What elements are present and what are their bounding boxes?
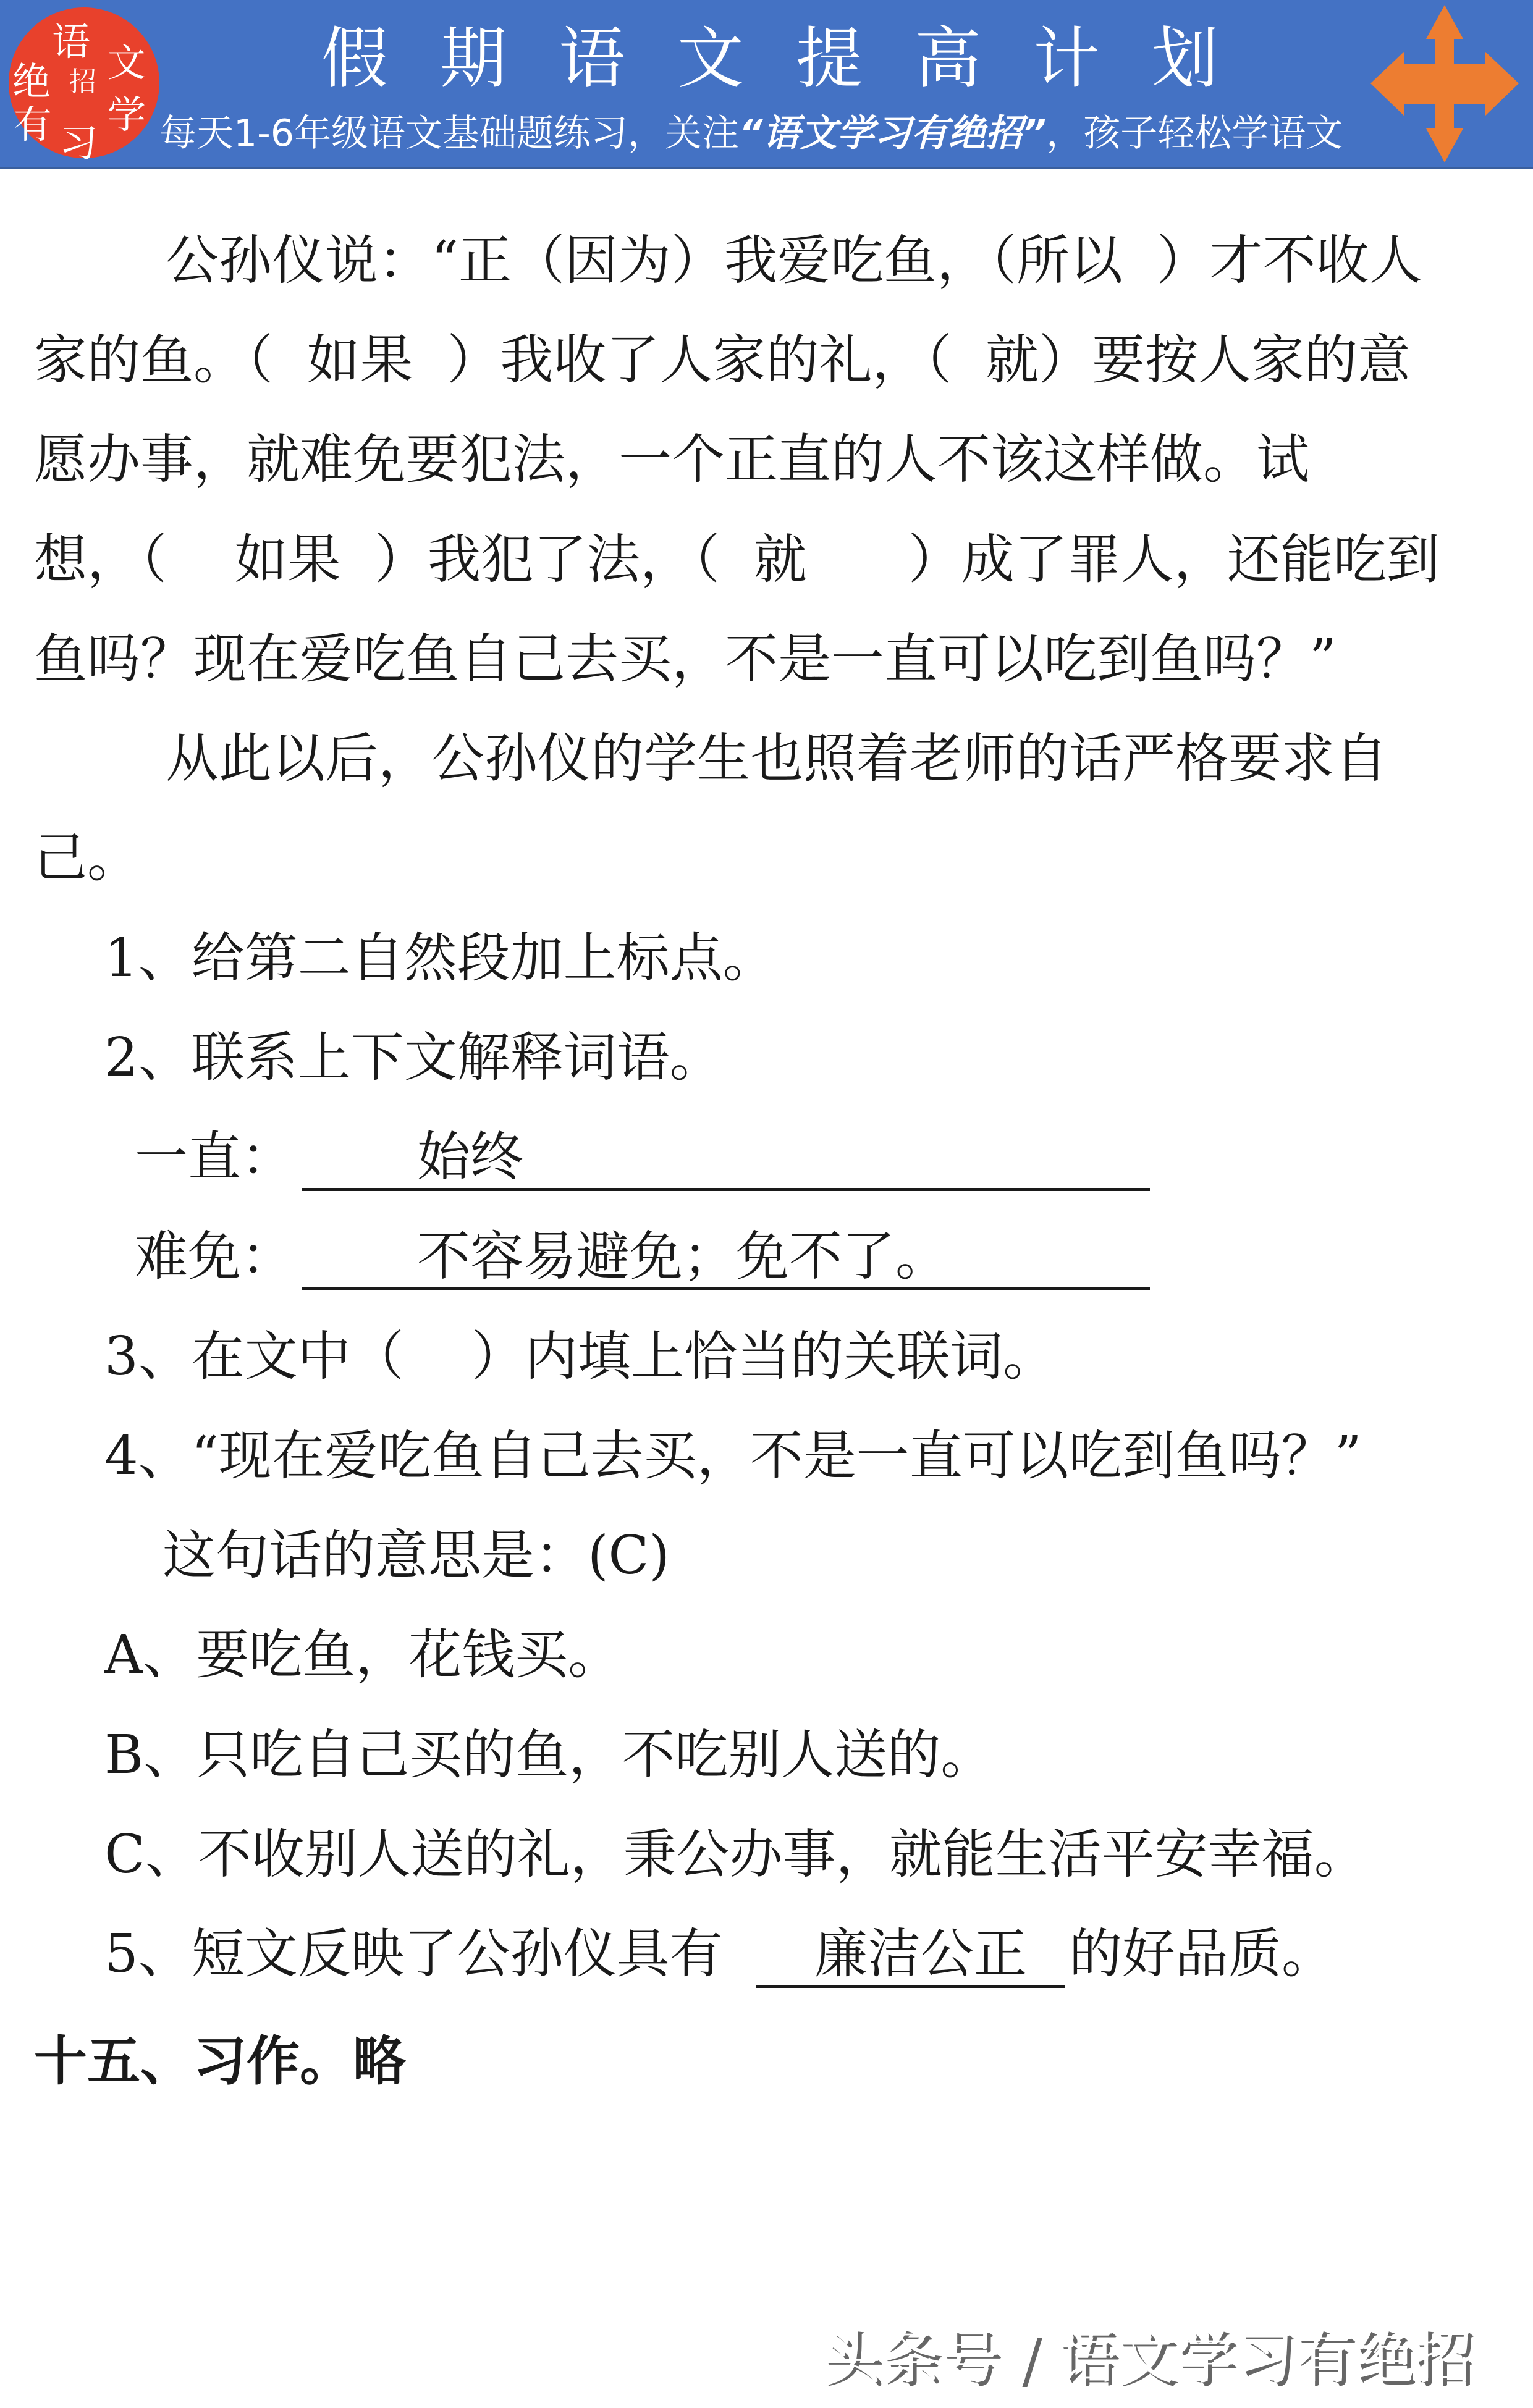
passage-line: 想，（ 如果 ）我犯了法，（ 就 ）成了罪人，还能吃到 (34, 529, 1440, 591)
q2a-answer-blank (302, 1126, 1150, 1191)
question-3: 3、在文中（ ）内填上恰当的关联词。 (104, 1326, 1057, 1387)
passage-line: 鱼吗？现在爱吃鱼自己去买，不是一直可以吃到鱼吗？” (34, 628, 1337, 690)
logo-char: 招 (69, 66, 96, 98)
section-15-heading: 十五、习作。略 (34, 2031, 406, 2092)
logo-badge (9, 7, 159, 166)
question-1: 1、给第二自然段加上标点。 (104, 927, 776, 989)
subtitle-text: 每天1-6年级语文基础题练习，关注 (159, 112, 739, 155)
question-4: 4、“现在爱吃鱼自己去买，不是一直可以吃到鱼吗？” (104, 1425, 1362, 1487)
question-5-prefix: 5、短文反映了公孙仪具有 (104, 1923, 723, 1985)
logo-char: 绝 (12, 59, 51, 104)
banner-subtitle (159, 104, 1343, 157)
q5-answer: 廉洁公正 (814, 1923, 1027, 1985)
option-a: A、要吃鱼，花钱买。 (104, 1624, 622, 1686)
logo-char: 文 (108, 40, 146, 85)
question-4-stem: 这句话的意思是：(C) (163, 1525, 670, 1586)
logo-char: 语 (52, 19, 91, 64)
logo-char: 有 (14, 102, 53, 147)
passage-line: 己。 (34, 827, 140, 889)
logo-char: 习 (59, 120, 98, 166)
q5-answer-blank (756, 1923, 1065, 1988)
q2b-answer-blank (302, 1226, 1150, 1290)
subtitle-account: “语文学习有绝招” (739, 112, 1047, 155)
q2b-answer: 不容易避免；免不了。 (417, 1226, 948, 1287)
question-2: 2、联系上下文解释词语。 (104, 1027, 723, 1088)
option-b: B、只吃自己买的鱼，不吃别人送的。 (104, 1724, 994, 1786)
banner-title: 假期语文提高计划 (321, 20, 1271, 98)
header-banner (0, 0, 1533, 169)
logo-char: 学 (108, 92, 146, 137)
q2a-answer: 始终 (417, 1126, 523, 1188)
watermark: 头条号 / 语文学习有绝招 (822, 2323, 1473, 2392)
passage-line: 家的鱼。（ 如果 ）我收了人家的礼，（ 就）要按人家的意 (34, 329, 1411, 391)
four-way-arrow-icon (1370, 5, 1519, 162)
passage-line: 愿办事，就难免要犯法，一个正直的人不该这样做。试 (34, 429, 1309, 490)
q2b-label: 难免： (135, 1226, 294, 1287)
option-c: C、不收别人送的礼，秉公办事，就能生活平安幸福。 (104, 1824, 1367, 1885)
subtitle-text: ，孩子轻松学语文 (1046, 112, 1343, 155)
passage-line: 公孙仪说：“正（因为）我爱吃鱼，（所以 ）才不收人 (166, 230, 1422, 292)
question-5-suffix: 的好品质。 (1069, 1923, 1335, 1985)
q2a-label: 一直： (135, 1126, 294, 1188)
passage-line: 从此以后，公孙仪的学生也照着老师的话严格要求自 (166, 728, 1388, 789)
